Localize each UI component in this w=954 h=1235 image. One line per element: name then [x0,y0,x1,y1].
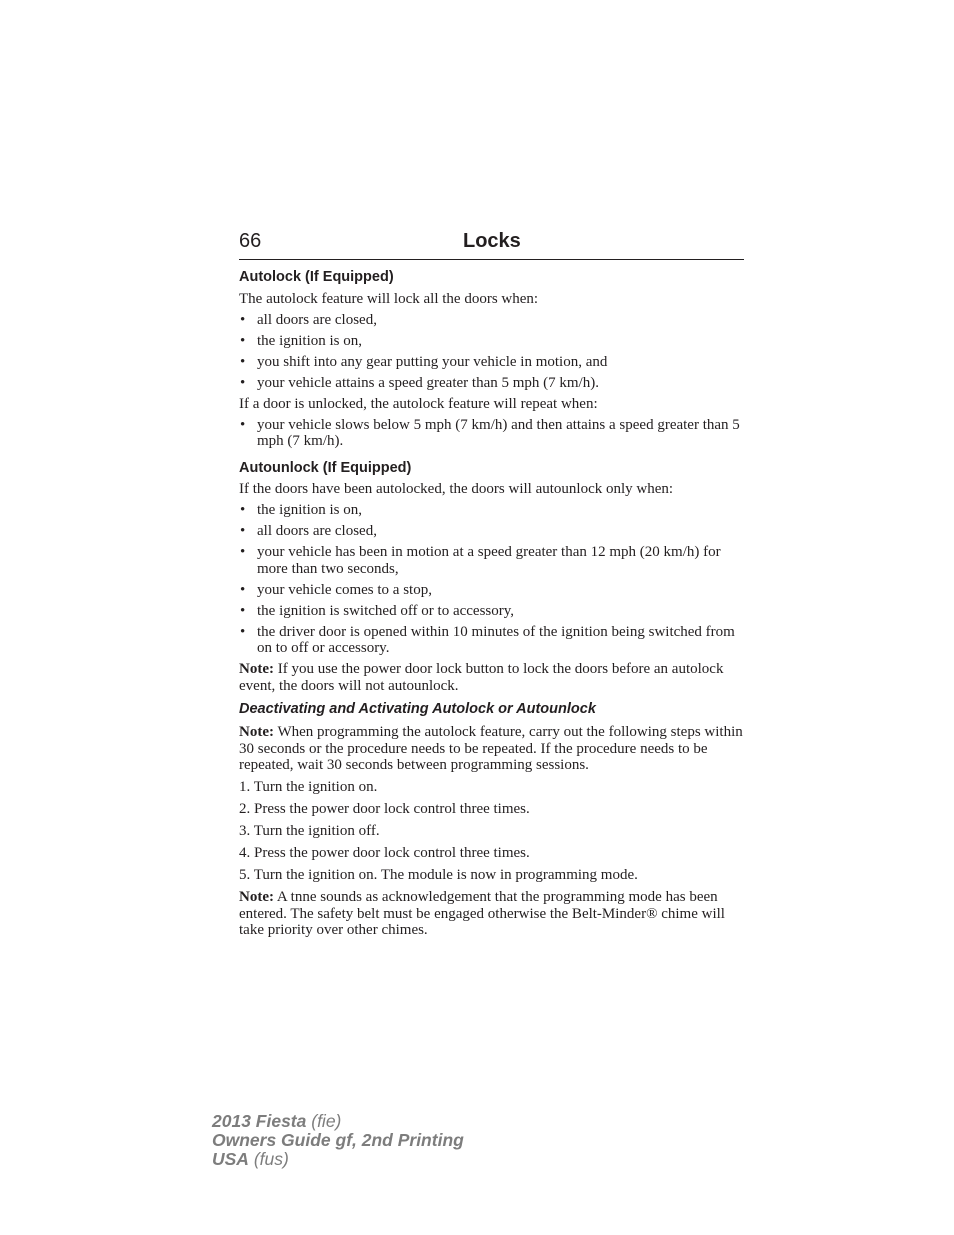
footer-market-code: (fus) [248,1149,289,1169]
autounlock-heading: Autounlock (If Equipped) [239,459,412,476]
page-footer [212,1112,464,1169]
list-item: • the ignition is switched off or to accessory, [239,603,744,620]
note-text: When programming the autolock feature, carry out the following steps within 30 seconds or the procedure needs to be repeated. If the procedure needs to be repeated, wait 30 seconds between programming sessions. [239,724,743,773]
footer-model: 2013 Fiesta [212,1111,307,1131]
page-content [239,268,744,939]
list-item: • your vehicle comes to a stop, [239,582,744,599]
autolock-heading: Autolock (If Equipped) [239,269,394,285]
step-item: 4. Press the power door lock control three times. [239,845,530,861]
page-title: Locks [463,230,521,252]
page-header [239,229,744,260]
list-item: • your vehicle attains a speed greater than 5 mph (7 km/h). [239,375,744,392]
note-text: If you use the power door lock button to lock the doors before an autolock event, the doors will not autounlock. [239,661,724,694]
note-label: Note: [239,661,274,677]
list-item: • your vehicle has been in motion at a speed greater than 12 mph (20 km/h) for more than two seconds, [239,544,744,577]
autolock-repeat-list [239,417,744,450]
autounlock-intro: If the doors have been autolocked, the doors will autounlock only when: [239,481,674,497]
footer-guide: Owners Guide gf, 2nd Printing [212,1130,464,1150]
note-label: Note: [239,724,274,740]
step-item: 1. Turn the ignition on. [239,779,378,795]
autounlock-note [239,661,744,694]
footer-market-line [212,1150,464,1169]
list-item: • the ignition is on, [239,333,744,350]
list-item: • the ignition is on, [239,502,744,519]
list-item: • the driver door is opened within 10 minutes of the ignition being switched from on to off or accessory. [239,624,744,657]
autolock-bullet-list [239,312,744,392]
step-item: 3. Turn the ignition off. [239,823,380,839]
deactivating-heading: Deactivating and Activating Autolock or Autounlock [239,701,596,717]
page-number: 66 [239,230,262,252]
footer-market: USA [212,1149,249,1169]
footer-guide-line [212,1131,464,1150]
deactivating-note [239,724,744,774]
step-item: 5. Turn the ignition on. The module is now in programming mode. [239,867,638,883]
programming-steps [239,779,744,884]
autolock-repeat-intro: If a door is unlocked, the autolock feature will repeat when: [239,395,598,412]
note-label: Note: [239,889,274,905]
footer-model-code: (fie) [306,1111,342,1131]
list-item: • your vehicle slows below 5 mph (7 km/h) and then attains a speed greater than 5 mph (7 km/h). [239,417,744,450]
autounlock-bullet-list [239,502,744,657]
list-item: • you shift into any gear putting your vehicle in motion, and [239,354,744,371]
footer-model-line [212,1112,464,1131]
note-text: A tnne sounds as acknowledgement that the programming mode has been entered. The safety belt must be engaged otherwise the Belt-Minder® chime will take priority over other chimes. [239,889,725,938]
list-item: • all doors are closed, [239,523,744,540]
programming-note [239,889,744,939]
autolock-intro: The autolock feature will lock all the doors when: [239,290,539,307]
list-item: • all doors are closed, [239,312,744,329]
step-item: 2. Press the power door lock control three times. [239,801,530,817]
